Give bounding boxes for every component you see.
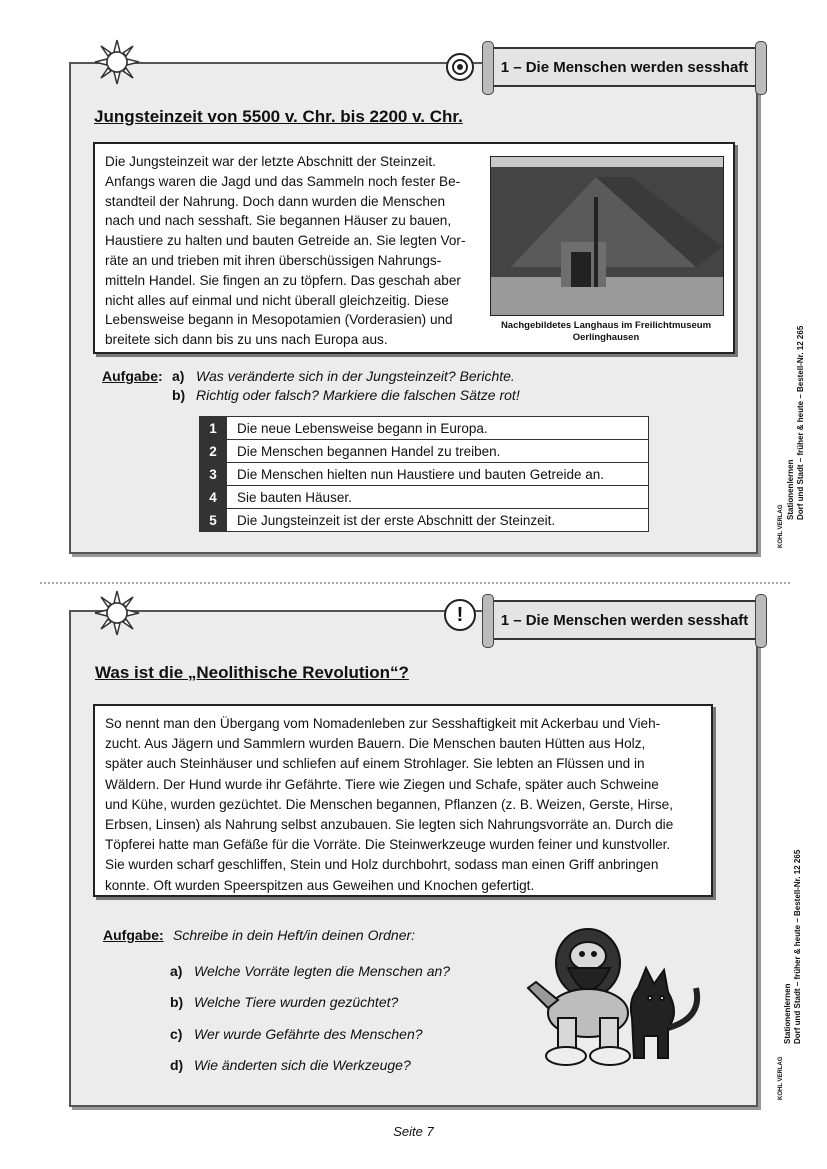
task-label-1: Aufgabe — [102, 368, 158, 384]
station-banner-2: 1 – Die Menschen werden sesshaft — [492, 600, 757, 640]
table-row[interactable]: 3 Die Menschen hielten nun Haustiere und bauten Getreide an. — [200, 463, 649, 486]
task-colon: : — [158, 368, 163, 384]
intro-text: Die Jungsteinzeit war der letzte Abschnitt der Steinzeit. Anfangs waren die Jagd und das Sammeln noch fester Be- standteil der Nahrung. Doch dann wurden die Menschen nach und nach sesshaft. Sie begannen Häuser zu bauen, Haustiere zu halten und bauten Getreide an. Sie legten Vor- räte an und trieben mit ihren überschüssigen Nahrungs- mitteln Handel. Sie fingen an zu töpfern. Das geschah aber nicht alles auf einmal und nicht überall gleichzeitig. Diese Lebensweise begann in Mesopotamien (Vorderasien) und breitete sich dann bis zu uns nach Europa aus. — [105, 154, 466, 348]
statement-table — [199, 416, 649, 532]
task-intro: Schreibe in dein Heft/in deinen Ordner: — [173, 927, 416, 943]
page-title-2: Was ist die „Neolithische Revolution“? — [95, 663, 409, 682]
photo-caption: Nachgebildetes Langhaus im Freilichtmuseum Oerlinghausen — [500, 320, 712, 343]
question-b: b) Welche Tiere wurden gezüchtet? — [170, 994, 399, 1010]
task-label-2: Aufgabe: — [103, 927, 164, 943]
table-row[interactable]: 1 Die neue Lebensweise begann in Europa. — [200, 417, 649, 440]
sun-icon — [93, 589, 141, 637]
sun-icon — [93, 38, 141, 86]
intro-textbox-2: So nennt man den Übergang vom Nomadenleben zur Sesshaftigkeit mit Ackerbau und Vieh- zucht. Aus Jägern und Sammlern wurden Bauern. Die Menschen bauten Hütten aus Holz, später auch Steinhäuser und schliefen auf einem Strohlager. Sie lebten an Flüssen und in Wäldern. Der Hund wurde ihr Gefährte. Tiere wie Ziegen und Schafe, später auch Schweine und Kühe, wurden gezüchtet. Die Menschen begannen, Pflanzen (z. B. Weizen, Gerste, Hirse, Erbsen, Linsen) als Nahrung selbst anzubauen. Sie legten sich Nahrungsvorräte an. Durch die Töpferei hatte man Gefäße für die Vorräte. Die Steinwerkzeuge wurden feiner und kunstvoller. Sie wurden scharf geschliffen, Stein und Holz durchbohrt, sodass man einen Griff anbringen konnte. Oft wurden Speerspitzen aus Geweihen und Knochen gefertigt. — [93, 704, 713, 897]
task-b: b) Richtig oder falsch? Markiere die falschen Sätze rot! — [172, 387, 520, 403]
station-banner-1: 1 – Die Menschen werden sesshaft — [492, 47, 757, 87]
sidebar-label-1: Stationenlernen Dorf und Stadt – früher & heute – Bestell-Nr. 12 265 — [786, 325, 805, 520]
intro-textbox-1 — [93, 142, 735, 354]
publisher-logo-1: KOHL VERLAG — [778, 504, 784, 548]
target-icon — [446, 53, 474, 81]
longhouse-photo — [490, 156, 724, 316]
exclamation-icon: ! — [444, 599, 476, 631]
page-title-1: Jungsteinzeit von 5500 v. Chr. bis 2200 v. Chr. — [94, 107, 463, 126]
caveman-illustration — [518, 918, 718, 1076]
task-a: a) Was veränderte sich in der Jungsteinzeit? Berichte. — [172, 368, 515, 384]
sidebar-label-2: Stationenlernen Dorf und Stadt – früher & heute – Bestell-Nr. 12 265 — [783, 849, 802, 1044]
question-c: c) Wer wurde Gefährte des Menschen? — [170, 1026, 423, 1042]
publisher-logo-2: KOHL VERLAG — [778, 1056, 784, 1100]
table-row[interactable]: 4 Sie bauten Häuser. — [200, 486, 649, 509]
page-number: Seite 7 — [393, 1124, 434, 1139]
question-a: a) Welche Vorräte legten die Menschen an? — [170, 963, 451, 979]
table-row[interactable]: 2 Die Menschen begannen Handel zu treiben. — [200, 440, 649, 463]
cut-line — [40, 582, 790, 584]
question-d: d) Wie änderten sich die Werkzeuge? — [170, 1057, 411, 1073]
table-row[interactable]: 5 Die Jungsteinzeit ist der erste Abschnitt der Steinzeit. — [200, 509, 649, 532]
